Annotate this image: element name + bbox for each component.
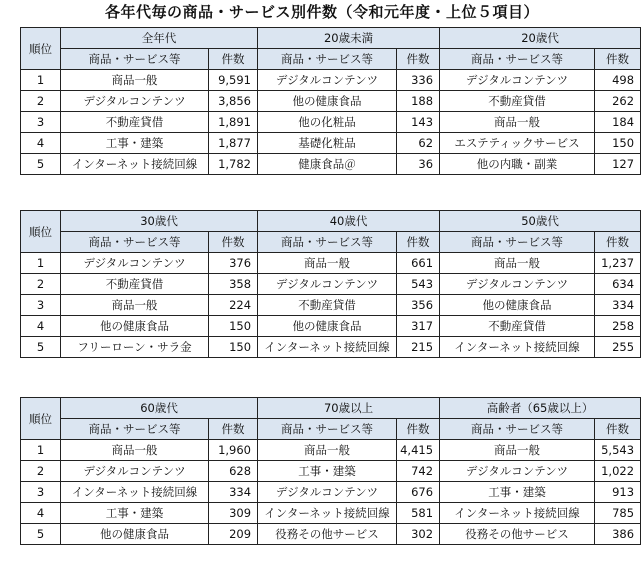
- item-header: 商品・サービス等: [61, 419, 209, 440]
- rank-cell: 3: [21, 112, 61, 133]
- item-cell: 他の内職・副業: [440, 154, 595, 175]
- count-cell: 742: [397, 461, 440, 482]
- table-row: [21, 295, 641, 316]
- table-row: [21, 440, 641, 461]
- count-cell: 127: [595, 154, 641, 175]
- count-cell: 1,237: [595, 253, 641, 274]
- item-cell: 商品一般: [440, 253, 595, 274]
- item-cell: 役務その他サービス: [440, 524, 595, 545]
- item-cell: 他の健康食品: [61, 316, 209, 337]
- count-cell: 5,543: [595, 440, 641, 461]
- count-cell: 150: [209, 316, 258, 337]
- count-cell: 62: [397, 133, 440, 154]
- count-cell: 184: [595, 112, 641, 133]
- rank-cell: 1: [21, 70, 61, 91]
- count-cell: 913: [595, 482, 641, 503]
- item-cell: デジタルコンテンツ: [61, 461, 209, 482]
- table-row: [21, 91, 641, 112]
- count-cell: 224: [209, 295, 258, 316]
- item-cell: インターネット接続回線: [61, 154, 209, 175]
- age-group-header: 40歳代: [258, 211, 440, 232]
- item-header: 商品・サービス等: [440, 232, 595, 253]
- count-cell: 215: [397, 337, 440, 358]
- item-cell: 他の健康食品: [61, 524, 209, 545]
- count-cell: 661: [397, 253, 440, 274]
- count-cell: 302: [397, 524, 440, 545]
- item-cell: インターネット接続回線: [440, 503, 595, 524]
- age-group-header: 60歳代: [61, 398, 258, 419]
- item-cell: 健康食品＠: [258, 154, 397, 175]
- ranking-table: [20, 210, 641, 358]
- item-cell: デジタルコンテンツ: [440, 274, 595, 295]
- table-row: [21, 503, 641, 524]
- rank-cell: 5: [21, 154, 61, 175]
- count-cell: 1,877: [209, 133, 258, 154]
- rank-cell: 3: [21, 482, 61, 503]
- item-cell: 基礎化粧品: [258, 133, 397, 154]
- item-header: 商品・サービス等: [61, 49, 209, 70]
- item-cell: 役務その他サービス: [258, 524, 397, 545]
- ranking-table: [20, 397, 641, 545]
- page-title: 各年代毎の商品・サービス別件数（令和元年度・上位５項目）: [104, 3, 539, 21]
- item-cell: 不動産貸借: [440, 91, 595, 112]
- table-row: [21, 524, 641, 545]
- count-cell: 356: [397, 295, 440, 316]
- count-cell: 334: [209, 482, 258, 503]
- count-cell: 358: [209, 274, 258, 295]
- table-row: [21, 274, 641, 295]
- count-cell: 255: [595, 337, 641, 358]
- count-cell: 150: [209, 337, 258, 358]
- rank-cell: 3: [21, 295, 61, 316]
- table-row: [21, 70, 641, 91]
- item-cell: デジタルコンテンツ: [258, 70, 397, 91]
- item-cell: 他の化粧品: [258, 112, 397, 133]
- item-cell: 商品一般: [61, 295, 209, 316]
- count-cell: 334: [595, 295, 641, 316]
- count-cell: 543: [397, 274, 440, 295]
- count-cell: 4,415: [397, 440, 440, 461]
- count-cell: 628: [209, 461, 258, 482]
- table-row: [21, 482, 641, 503]
- item-cell: 商品一般: [440, 440, 595, 461]
- item-cell: 不動産貸借: [61, 274, 209, 295]
- rank-header: 順位: [21, 211, 61, 253]
- item-header: 商品・サービス等: [61, 232, 209, 253]
- item-header: 商品・サービス等: [258, 232, 397, 253]
- item-cell: デジタルコンテンツ: [440, 461, 595, 482]
- count-cell: 317: [397, 316, 440, 337]
- count-cell: 581: [397, 503, 440, 524]
- count-header: 件数: [397, 419, 440, 440]
- count-cell: 188: [397, 91, 440, 112]
- item-cell: 商品一般: [61, 70, 209, 91]
- item-cell: 工事・建築: [440, 482, 595, 503]
- count-cell: 258: [595, 316, 641, 337]
- item-cell: エステティックサービス: [440, 133, 595, 154]
- item-cell: 商品一般: [440, 112, 595, 133]
- item-cell: 商品一般: [61, 440, 209, 461]
- item-cell: 工事・建築: [258, 461, 397, 482]
- rank-cell: 5: [21, 337, 61, 358]
- rank-cell: 2: [21, 461, 61, 482]
- count-cell: 498: [595, 70, 641, 91]
- count-cell: 309: [209, 503, 258, 524]
- count-cell: 1,891: [209, 112, 258, 133]
- table-row: [21, 253, 641, 274]
- item-header: 商品・サービス等: [440, 419, 595, 440]
- rank-cell: 5: [21, 524, 61, 545]
- item-cell: デジタルコンテンツ: [440, 70, 595, 91]
- table-row: [21, 154, 641, 175]
- item-cell: 工事・建築: [61, 133, 209, 154]
- rank-cell: 1: [21, 440, 61, 461]
- item-cell: フリーローン・サラ金: [61, 337, 209, 358]
- count-header: 件数: [595, 419, 641, 440]
- rank-cell: 4: [21, 503, 61, 524]
- item-cell: デジタルコンテンツ: [258, 482, 397, 503]
- count-cell: 150: [595, 133, 641, 154]
- item-cell: 他の健康食品: [440, 295, 595, 316]
- item-cell: 商品一般: [258, 253, 397, 274]
- item-cell: デジタルコンテンツ: [61, 91, 209, 112]
- count-cell: 3,856: [209, 91, 258, 112]
- age-group-header: 20歳代: [440, 28, 641, 49]
- item-cell: 不動産貸借: [61, 112, 209, 133]
- count-cell: 785: [595, 503, 641, 524]
- count-header: 件数: [209, 232, 258, 253]
- table-row: [21, 316, 641, 337]
- count-header: 件数: [397, 49, 440, 70]
- rank-header: 順位: [21, 398, 61, 440]
- rank-cell: 1: [21, 253, 61, 274]
- age-group-header: 30歳代: [61, 211, 258, 232]
- item-cell: 他の健康食品: [258, 316, 397, 337]
- count-header: 件数: [595, 232, 641, 253]
- table-row: [21, 461, 641, 482]
- item-header: 商品・サービス等: [258, 49, 397, 70]
- count-header: 件数: [209, 419, 258, 440]
- count-cell: 262: [595, 91, 641, 112]
- item-cell: 不動産貸借: [258, 295, 397, 316]
- count-header: 件数: [595, 49, 641, 70]
- count-header: 件数: [397, 232, 440, 253]
- count-cell: 634: [595, 274, 641, 295]
- count-cell: 1,782: [209, 154, 258, 175]
- item-cell: 他の健康食品: [258, 91, 397, 112]
- count-header: 件数: [209, 49, 258, 70]
- table-row: [21, 112, 641, 133]
- count-cell: 336: [397, 70, 440, 91]
- item-cell: インターネット接続回線: [258, 337, 397, 358]
- item-cell: インターネット接続回線: [258, 503, 397, 524]
- rank-header: 順位: [21, 28, 61, 70]
- item-cell: 工事・建築: [61, 503, 209, 524]
- count-cell: 1,022: [595, 461, 641, 482]
- ranking-table: [20, 27, 641, 175]
- count-cell: 209: [209, 524, 258, 545]
- item-cell: 不動産貸借: [440, 316, 595, 337]
- item-cell: デジタルコンテンツ: [61, 253, 209, 274]
- age-group-header: 70歳以上: [258, 398, 440, 419]
- age-group-header: 全年代: [61, 28, 258, 49]
- count-cell: 386: [595, 524, 641, 545]
- item-cell: 商品一般: [258, 440, 397, 461]
- item-header: 商品・サービス等: [258, 419, 397, 440]
- item-cell: インターネット接続回線: [61, 482, 209, 503]
- count-cell: 143: [397, 112, 440, 133]
- count-cell: 676: [397, 482, 440, 503]
- age-group-header: 50歳代: [440, 211, 641, 232]
- item-cell: デジタルコンテンツ: [258, 274, 397, 295]
- age-group-header: 20歳未満: [258, 28, 440, 49]
- count-cell: 376: [209, 253, 258, 274]
- item-header: 商品・サービス等: [440, 49, 595, 70]
- count-cell: 1,960: [209, 440, 258, 461]
- rank-cell: 4: [21, 316, 61, 337]
- count-cell: 9,591: [209, 70, 258, 91]
- count-cell: 36: [397, 154, 440, 175]
- age-group-header: 高齢者（65歳以上）: [440, 398, 641, 419]
- rank-cell: 2: [21, 274, 61, 295]
- table-row: [21, 337, 641, 358]
- rank-cell: 2: [21, 91, 61, 112]
- table-row: [21, 133, 641, 154]
- item-cell: インターネット接続回線: [440, 337, 595, 358]
- rank-cell: 4: [21, 133, 61, 154]
